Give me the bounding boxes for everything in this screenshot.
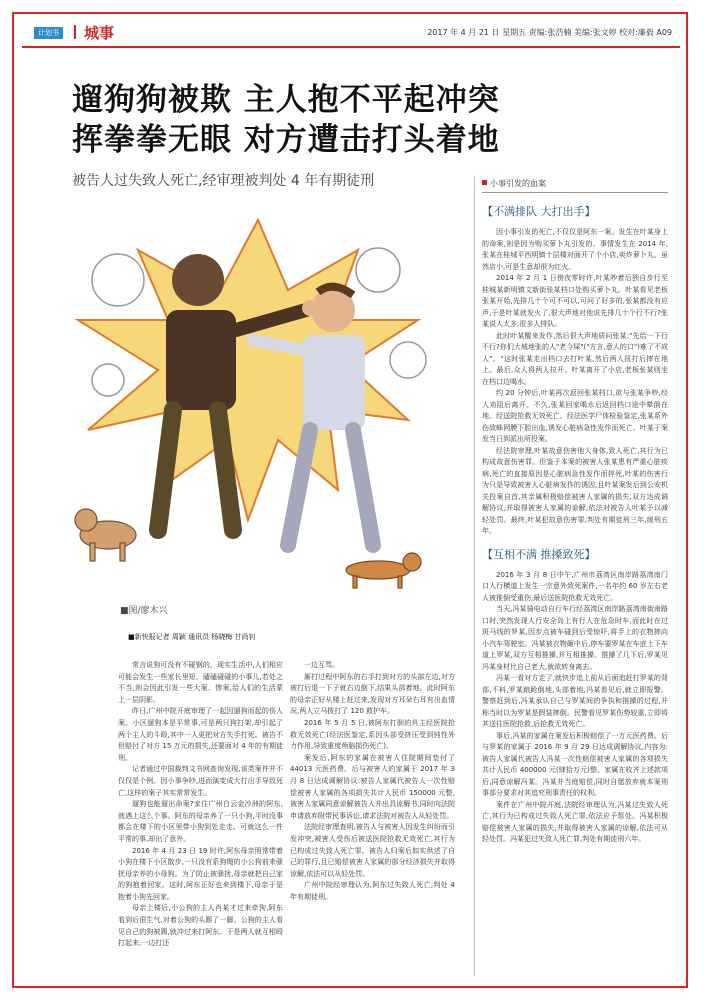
sidebar-paragraph: 此时叶某醒来发作,然后很大声地质问张某:"先给一下行不行?你们大城地张的人"老今屎"("方言,意人的口")难了不成人"。"这时张某走出档口去打叶某,然后两人扭打后摔在地上。最后,众人将两人拉开。叶某离开了小店,老板张某则坐在档口边喝水。 — [482, 331, 668, 386]
sidebar-paragraph: 当天,冯某骑电动自行车行经荔湾区南岸路荔湾南街南路口时,突然发现人行安全岛上有行人在危急时车,而此时在过斑马线的罗某,因步点被车碰到后受惊吓,将手上的衣物摔向小汽车驾驶室。冯某被衣物砸中后,停车要罗某在车底上下车道上罗某,双方互相推搡,并互相推搡。推搡了几下后,罗某见冯某身材比自己老大,就欲转身离去。 — [482, 605, 668, 671]
sidebar-section-1-title: 【不满排队 大打出手】 — [482, 205, 596, 218]
dog-left — [75, 509, 136, 561]
body-paragraph: 昨日,广州中院开庭审理了一起因遛狗而起的伤人案。小区遛狗本是平常事,可是两只狗打架,却引起了两个主人的斗殴,其中一人更把对方失手打死。被告不但赔付了对方 15 万元的损失,还要面对 4 年的有期徒刑。 — [118, 707, 283, 762]
sidebar-rule — [482, 192, 668, 193]
sidebar-paragraph: 因小事引发的死亡,不仅仅是阿东一案。发生在叶某身上的命案,则是因为购买萝卜丸引发的。事情发生在 2014 年,张某在桂城平西明镇十层楼对面开了个小店,卖炸萝卜丸。虽然店小,可是生意却很为红火。 — [482, 228, 668, 271]
sidebar-paragraph: 经法院审理,叶某故意伤害他人身体,致人死亡,其行为已构成故意伤害罪。但鉴于本案的被害人张某患有严重心脏疾病,死亡的直接原因是心脏病急性发作而猝死,叶某的伤害行为只是导致被害人心脏病发作的诱因,且叶某案发后到公安机关投案自首,其亲属积极赔偿被害人家属的损失,双方达成调解协议,并取得被害人家属的谅解,依法对被告人叶某予以减轻处罚。最终,叶某犯故意伤害罪,判处有期徒刑三年,缓刑五年。 — [482, 446, 668, 535]
dateline: 2017 年 4 月 21 日 星期五 责编:张浩楠 美编:张文婷 校对:廉毅 A09 — [427, 28, 672, 37]
body-paragraph: 2016 年 5 月 5 日,被阿东打倒的肖主经医院抢救无效死亡(经法医鉴定,系因头部受挤压受到钝性外力作用,导致重度颅脑损伤死亡)。 — [290, 718, 455, 751]
photo-credit: ■图/廖木兴 — [120, 606, 168, 616]
section-title: 城事 — [84, 24, 115, 42]
sidebar-paragraph: 事后,冯某的家属在案发后积极赔偿了一万元医药费。后与罗某的家属于 2016 年 9 月 29 日达成调解协议,内容为:被告人家属代被告人冯某一次性赔偿被害人家属的各项损失共计人民币 400000 元(肆拾万元)整。家属在收齐上述款项后,同意谅解冯某。冯某并当庭赔偿,同时自愿放弃就本案刑事部分要求对其追究刑事责任的权利。 — [482, 731, 668, 797]
body-paragraph: 母亲上楼后,小公狗的主人肖某才过来牵狗,阿东看到后很生气,对着公狗的头踢了一脚。公狗的主人看见自己的狗被踢,就冲过来打阿东。于是两人就互相殴打起来,一边打还 — [118, 904, 283, 948]
page-header — [22, 20, 680, 44]
sidebar-paragraph: 2014 年 2 月 1 日傍夜零时许,叶某吵着后独自步行至桂城某新明镇文新街张某档口处购买萝卜丸。叶某看见老板张某开始,先排几十个可不可以,可问了好多的,张某都没有应声,于是叶某就发火了,很大声地对他说先排几十个行不行?张某说人太多,很多人排队。 — [482, 274, 668, 328]
body-paragraph: 厮打过程中阿东的右手打到对方的头部左边,对方被打后退一下子就右边倒下,结果头部着地。此时阿东的母亲正好从楼上赶过来,发现对方耳朵右耳有出血情况,两人立马拨打了 120 救护车。 — [290, 672, 455, 716]
sidebar-paragraph: 冯某一看对方走了,就快步追上前从后面追赶打罗某的背部,不料,罗某踉跄倒地,头部着地,冯某看见后,就立即报警。警察赶到后,冯某承认自己与罗某间的争执和推搡的过程,并称当时以为罗某是假装摔倒。民警看见罗某伤势较重,立即将其送往医院抢救,后抢救无效死亡。 — [482, 674, 668, 728]
sidebar-paragraph: 2016 年 3 月 8 日中午,广州市荔湾区南岸路荔湾南门口人行横道上发生一宗意外致死案件,一名年约 60 岁左右老人被推倒受重伤,最后送医院抢救无效死亡。 — [482, 570, 668, 602]
sidebar-paragraph: 约 20 分钟后,叶某再次返回张某档口,欲与张某争吵,经人劝阻后离开。不久,张某回家喝水后返回档口途中晕倒在地。经送院抢救无效死亡。经法医学尸体检验鉴定,张某系外伤致蛛网膜下腔出血,诱发心脏病急性发作而死亡。叶某于案发当日到派出所投案。 — [482, 389, 668, 443]
body-column-2 — [290, 660, 455, 903]
column-divider — [474, 176, 475, 976]
body-paragraph: 遛狗也能遛出命案?家住广州白云金沙洲的阿东,就遇上这么个事。阿东的母亲养了一只小狗,平时没事都会在楼下的小区里带小狗到处走走。可就这么一件平常的事,却出了意外。 — [118, 800, 283, 843]
body-paragraph: 广州中院经审理认为,阿东过失致人死亡,判处 4 年有期徒刑。 — [290, 881, 455, 901]
illustration — [48, 200, 468, 595]
body-paragraph: 法院经审理查明,被告人与被害人因发生纠纷而引发冲突,被害人受伤后被送医院抢救无效死亡,其行为已构成过失致人死亡罪。被告人归案后如实供述了自己的罪行,且已赔偿被害人家属的部分经济损失并取得谅解,依法可以从轻处罚。 — [290, 823, 455, 878]
sidebar — [482, 178, 668, 846]
section-tag: 计划书 — [34, 27, 63, 39]
sidebar-paragraph: 案件在广州中院开庭,法院经审理认为,冯某过失致人死亡,其行为已构成过失致人死亡罪,依法应予惩处。冯某积极赔偿被害人家属的损失,并取得被害人家属的谅解,依法可从轻处罚。冯某犯过失致人死亡罪,判处有期徒刑六年。 — [482, 800, 668, 843]
header-rule — [22, 46, 680, 48]
subtitle: 被告人过失致人死亡,经审理被判处 4 年有期徒刑 — [72, 173, 375, 189]
headline-line-1: 遛狗狗被欺 主人抱不平起冲突 — [72, 82, 500, 118]
body-paragraph: 案发后,阿东的家属在被害人住院期间垫付了 44013 元医药费。后与被害人的家属于 2017 年 3 月 8 日达成调解协议:被告人家属代被告人一次性赔偿被害人家属的各项损失共计人民币 150000 元整,被害人家属同意谅解被告人并出具谅解书,同时向法院申请放弃附带民事诉讼,请求法院对被告人从轻处罚。 — [290, 753, 455, 820]
body-column-1 — [118, 660, 283, 950]
sidebar-label: 小事引发的血案 — [482, 178, 668, 189]
headline-line-2: 挥拳拳无眼 对方遭击打头着地 — [72, 122, 500, 158]
body-paragraph: 一边互骂。 — [304, 661, 339, 669]
body-paragraph: 2016 年 4 月 23 日 19 时许,阿东母亲照常带着小狗在楼下小区散步,一只没有系狗绳的小公狗前来骚扰母亲养的小母狗。为了防止被骚扰,母亲就把自己家的狗抱着回家。这时,阿东正好也来到楼下,母亲于是抱着小狗先回家。 — [118, 846, 283, 901]
dog-right — [346, 553, 421, 588]
body-paragraph: 记者通过中国裁判文书网查询发现,该类案件并不仅仅是个例。因小事争吵,进而演变成大打出手导致死亡,这样的案子其实常常发生。 — [118, 765, 283, 797]
header-divider — [74, 25, 76, 39]
byline: ■新快报记者 周颖 通讯员 杨晓梅 甘尚钊 — [128, 633, 256, 641]
headline — [72, 80, 500, 160]
body-paragraph: 常言说狗可没有不碰钢的。现实生活中,人们相应可能会发生一些家长里短、磕磕碰碰的小事儿,若处之不当,则会因此引发一些大案、惨案,给人们的生活蒙上一层阴影。 — [118, 661, 283, 704]
sidebar-section-2-title: 【互相不满 推搡致死】 — [482, 547, 596, 561]
